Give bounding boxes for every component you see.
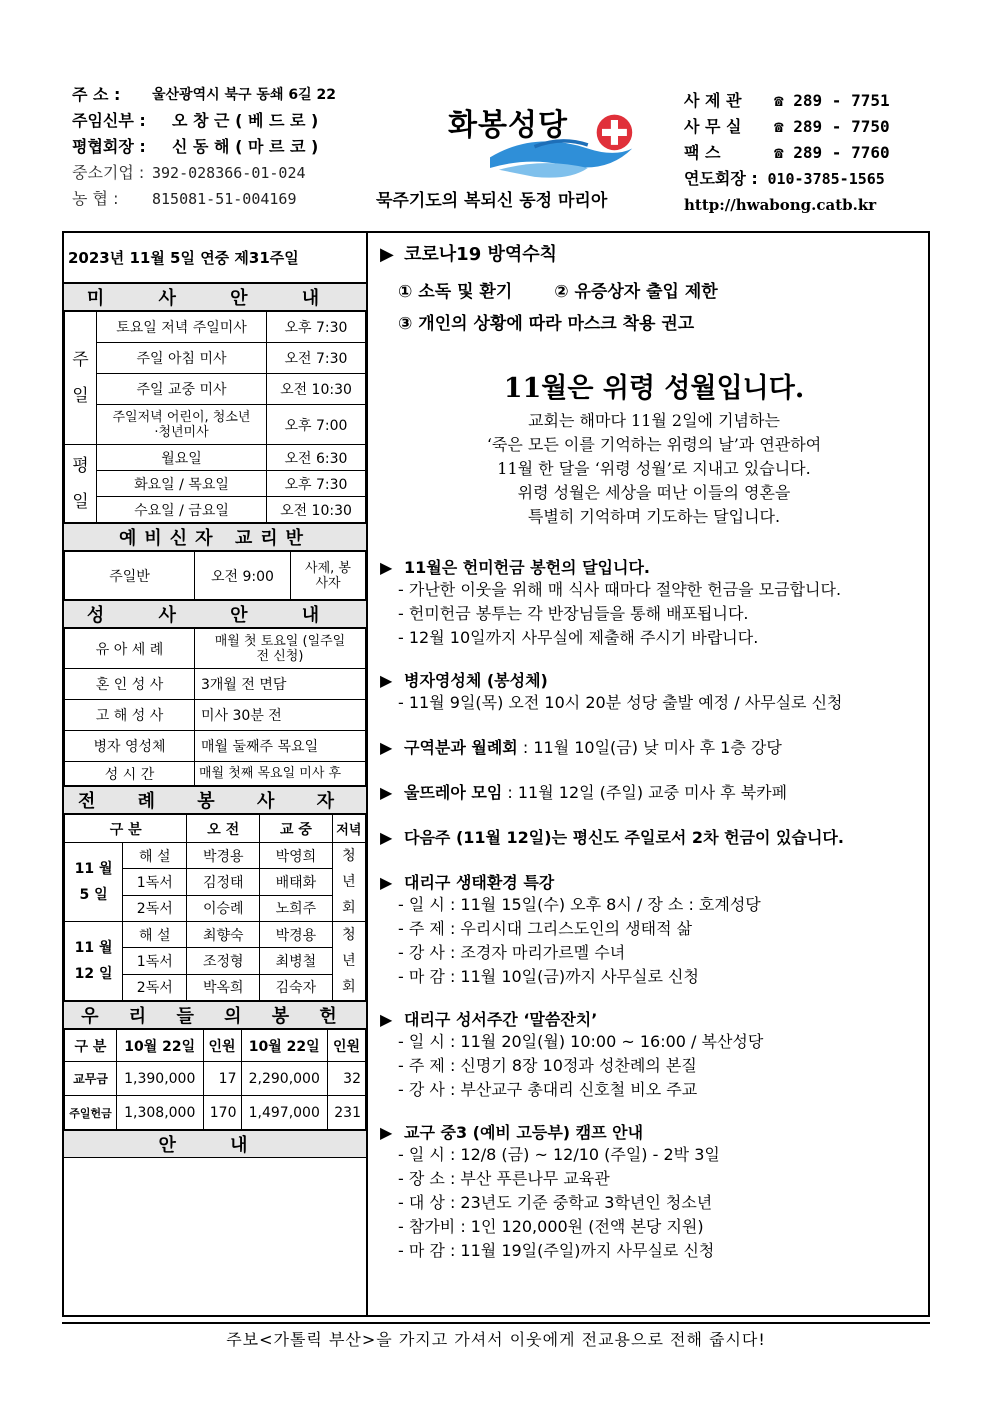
- contact-label: 사 제 관: [684, 91, 742, 110]
- offering-name: 교무금: [65, 1062, 117, 1096]
- notice-title-rest: : 11월 12일 (주일) 교중 미사 후 북카페: [502, 783, 788, 802]
- notice-sub: - 마 감 : 11월 19일(주일)까지 사무실로 신청: [398, 1241, 715, 1260]
- offering-amount: 1,390,000: [117, 1062, 204, 1096]
- offering-col: 10월 22일: [241, 1030, 328, 1062]
- contact-value: ☎ 289 - 7750: [774, 117, 890, 136]
- server-am: 김정태: [187, 869, 260, 895]
- weekday-label: [65, 445, 97, 523]
- week-date: 11 월 5 일: [65, 843, 123, 922]
- mass-time: 오전 10:30: [267, 374, 366, 405]
- week-date: 11 월 12 일: [65, 922, 123, 1001]
- notice-item: [380, 870, 928, 989]
- offering-table: [64, 1029, 366, 1130]
- offering-count: 17: [203, 1062, 241, 1096]
- server-am: 조정형: [187, 948, 260, 974]
- sacrament-name: 병자 영성체: [65, 731, 195, 762]
- council-name: 신 동 해 ( 마 르 코 ): [172, 137, 319, 156]
- notice-item: [380, 1120, 928, 1263]
- offering-count: 231: [328, 1096, 366, 1130]
- notice-title: [380, 1007, 928, 1030]
- sunday-label: [65, 312, 97, 445]
- servers-section-head: 전 례 봉 사 자: [64, 786, 366, 814]
- sacrament-section-head: 성 사 안 내: [64, 600, 366, 628]
- sacrament-info: 매월 첫 토요일 (일주일 전 신청): [195, 629, 366, 669]
- catechumen-table: [64, 551, 366, 600]
- contact-value: ☎ 289 - 7760: [774, 143, 890, 162]
- mass-name: 주일 교중 미사: [97, 374, 267, 405]
- mass-name: 토요일 저녁 주일미사: [97, 312, 267, 343]
- notice-sub: - 마 감 : 11월 10일(금)까지 사무실로 신청: [398, 967, 699, 986]
- sacrament-table: [64, 628, 366, 786]
- server-main: 최병철: [260, 948, 333, 974]
- pastor-label: 주임신부 :: [72, 111, 146, 130]
- contact-value: ☎ 289 - 7751: [774, 91, 890, 110]
- notice-item: [380, 735, 928, 758]
- feature-line: 특별히 기억하며 기도하는 달입니다.: [527, 507, 781, 526]
- triangle-bullet-icon: ▶: [380, 783, 393, 802]
- offering-section-head: 우 리 들 의 봉 헌: [64, 1001, 366, 1029]
- triangle-bullet-icon: ▶: [380, 1123, 393, 1142]
- covid-item: ② 유증상자 출입 제한: [554, 282, 718, 302]
- sacrament-info: 매월 첫째 목요일 미사 후: [195, 762, 366, 786]
- sunday-label-text: 주일: [72, 350, 89, 406]
- covid-item: ① 소독 및 환기: [398, 282, 513, 302]
- class-teacher: 사제, 봉사자: [291, 552, 366, 600]
- sacrament-info: 매월 둘째주 목요일: [195, 731, 366, 762]
- chair-phone: 010-3785-1565: [767, 170, 885, 188]
- server-am: 이승례: [187, 895, 260, 921]
- mass-time: 오전 6:30: [267, 445, 366, 471]
- offering-count: 32: [328, 1062, 366, 1096]
- offering-col: 10월 22일: [117, 1030, 204, 1062]
- chair-label: 연도회장 :: [684, 169, 758, 188]
- sacrament-info: 3개월 전 면담: [195, 669, 366, 700]
- notice-sub: - 장 소 : 부산 푸른나무 교육관: [398, 1169, 610, 1188]
- website-link[interactable]: http://hwabong.catb.kr: [684, 196, 877, 214]
- right-column: [380, 240, 928, 1263]
- sacrament-name: 성 시 간: [65, 762, 195, 786]
- server-role: 2독서: [123, 895, 187, 921]
- server-am: 최향숙: [187, 922, 260, 948]
- notice-sub: - 참가비 : 1인 120,000원 (전액 본당 지원): [398, 1217, 704, 1236]
- offering-col: 구 분: [65, 1030, 117, 1062]
- notice-title: [380, 825, 928, 848]
- footer-rule: [62, 1322, 930, 1324]
- feature-title: 11월은 위령 성월입니다.: [503, 373, 805, 404]
- notice-title-text: 11월은 헌미헌금 봉헌의 달입니다.: [404, 558, 650, 577]
- notice-title-text: 구역분과 월례회: [404, 738, 518, 757]
- contact-label: 팩 스: [684, 143, 721, 162]
- offering-amount: 1,308,000: [117, 1096, 204, 1130]
- column-divider: [366, 231, 368, 1317]
- notice-sub: - 주 제 : 우리시대 그리스도인의 생태적 삶: [398, 919, 693, 938]
- offering-count: 170: [203, 1096, 241, 1130]
- notice-item: [380, 555, 928, 650]
- mass-section-head: 미 사 안 내: [64, 283, 366, 311]
- mass-time: 오후 7:30: [267, 471, 366, 497]
- bank1-label: 중소기업 :: [72, 163, 145, 182]
- server-am: 박경용: [187, 843, 260, 869]
- notice-sub: - 주 제 : 신명기 8장 10정과 성찬례의 본질: [398, 1056, 697, 1075]
- catechumen-section-head: 예비신자 교리반: [64, 523, 366, 551]
- server-role: 해 설: [123, 922, 187, 948]
- notice-sub: - 헌미헌금 봉투는 각 반장님들을 통해 배포됩니다.: [398, 604, 749, 623]
- notice-sub: - 강 사 : 조경자 마리가르멜 수녀: [398, 943, 626, 962]
- header-info: [72, 82, 372, 212]
- notice-sub: - 12월 10일까지 사무실에 제출해 주시기 바랍니다.: [398, 628, 759, 647]
- mass-name: 월요일: [97, 445, 267, 471]
- bank1-account: 392-028366-01-024: [152, 164, 306, 182]
- pastor-name: 오 창 근 ( 베 드 로 ): [172, 111, 319, 130]
- servers-col: 오 전: [187, 815, 260, 843]
- notice-title-text: 교구 중3 (예비 고등부) 캠프 안내: [404, 1123, 644, 1142]
- notice-item: [380, 825, 928, 848]
- feature-line: 11월 한 달을 ‘위령 성월’로 지내고 있습니다.: [497, 459, 811, 478]
- date-line: 2023년 11월 5일 연중 제31주일: [64, 233, 366, 283]
- notice-title: [380, 870, 928, 893]
- notice-sub: - 대 상 : 23년도 기준 중학교 3학년인 청소년: [398, 1193, 713, 1212]
- notice-title-text: 울뜨레아 모임: [404, 783, 503, 802]
- sacrament-info: 미사 30분 전: [195, 700, 366, 731]
- notice-title-text: 대리구 생태환경 특강: [404, 873, 555, 892]
- address: 울산광역시 북구 동쇄 6길 22: [152, 87, 336, 103]
- triangle-bullet-icon: ▶: [380, 738, 393, 757]
- triangle-bullet-icon: ▶: [380, 671, 393, 690]
- server-evening: 청년회: [332, 922, 365, 1001]
- notice-item: [380, 668, 928, 715]
- notice-sub: - 일 시 : 11월 20일(월) 10:00 ~ 16:00 / 복산성당: [398, 1032, 764, 1051]
- notice-title-text: 병자영성체 (봉성체): [404, 671, 548, 690]
- notice-title: [380, 735, 928, 758]
- covid-item: ③ 개인의 상황에 따라 마스크 착용 권고: [398, 314, 695, 334]
- council-label: 평협회장 :: [72, 137, 146, 156]
- triangle-bullet-icon: ▶: [380, 828, 393, 847]
- sacrament-name: 혼 인 성 사: [65, 669, 195, 700]
- notice-title: [380, 1120, 928, 1143]
- servers-table: [64, 814, 366, 1001]
- notice-sub: - 일 시 : 11월 15일(수) 오후 8시 / 장 소 : 호계성당: [398, 895, 761, 914]
- offering-col: 인원: [328, 1030, 366, 1062]
- servers-col: 저녁: [332, 815, 365, 843]
- server-main: 노희주: [260, 895, 333, 921]
- class-time: 오전 9:00: [195, 552, 291, 600]
- server-role: 해 설: [123, 843, 187, 869]
- server-main: 박영희: [260, 843, 333, 869]
- server-main: 박경용: [260, 922, 333, 948]
- triangle-bullet-icon: ▶: [380, 558, 393, 577]
- church-logo-icon: [480, 104, 660, 184]
- triangle-bullet-icon: ▶: [380, 1010, 393, 1029]
- mass-name: 수요일 / 금요일: [97, 497, 267, 523]
- server-am: 박옥희: [187, 974, 260, 1000]
- bank2-account: 815081-51-004169: [152, 190, 297, 208]
- triangle-bullet-icon: ▶: [380, 873, 393, 892]
- mass-time: 오전 10:30: [267, 497, 366, 523]
- left-column: [64, 233, 366, 1158]
- offering-name: 주일헌금: [65, 1096, 117, 1130]
- notice-sub: - 강 사 : 부산교구 총대리 신호철 비오 주교: [398, 1080, 698, 1099]
- server-main: 김숙자: [260, 974, 333, 1000]
- offering-amount: 2,290,000: [241, 1062, 328, 1096]
- feature-block: [380, 366, 928, 529]
- mass-time: 오전 7:30: [267, 343, 366, 374]
- notice-title-text: 대리구 성서주간 ‘말씀잔치’: [404, 1010, 598, 1029]
- covid-title: [380, 240, 928, 266]
- weekday-label-text: 평일: [72, 455, 89, 512]
- class-name: 주일반: [65, 552, 195, 600]
- notice-title: [380, 780, 928, 803]
- mass-time: 오후 7:00: [267, 405, 366, 445]
- server-evening: 청년회: [332, 843, 365, 922]
- church-title: 화봉성당: [448, 108, 568, 143]
- notice-title: [380, 555, 928, 578]
- notice-sub: - 가난한 이웃을 위해 매 식사 때마다 절약한 헌금을 모금합니다.: [398, 580, 842, 599]
- sacrament-name: 유 아 세 례: [65, 629, 195, 669]
- covid-title-text: 코로나19 방역수칙: [404, 244, 558, 265]
- contact-label: 사 무 실: [684, 117, 742, 136]
- notice-sub: - 일 시 : 12/8 (금) ~ 12/10 (주일) - 2박 3일: [398, 1145, 720, 1164]
- triangle-bullet-icon: ▶: [380, 244, 394, 265]
- covid-list: [380, 276, 928, 340]
- servers-col: 구 분: [65, 815, 187, 843]
- mass-table: [64, 311, 366, 523]
- notice-section-head: 안 내: [64, 1130, 366, 1158]
- mass-time: 오후 7:30: [267, 312, 366, 343]
- notice-title-rest: : 11월 10일(금) 낮 미사 후 1층 강당: [517, 738, 782, 757]
- server-main: 배태화: [260, 869, 333, 895]
- address-label: 주 소 :: [72, 85, 121, 104]
- mass-name: 주일 아침 미사: [97, 343, 267, 374]
- feature-line: 위령 성월은 세상을 떠난 이들의 영혼을: [517, 483, 791, 502]
- footer-text: 주보<가톨릭 부산>을 가지고 가셔서 이웃에게 전교용으로 전해 줍시다!: [226, 1330, 766, 1349]
- server-role: 1독서: [123, 869, 187, 895]
- notice-title-text: 다음주 (11월 12일)는 평신도 주일로서 2차 헌금이 있습니다.: [404, 828, 844, 847]
- contact-info: [684, 88, 934, 218]
- feature-line: 교회는 해마다 11월 2일에 기념하는: [528, 411, 780, 430]
- notice-item: [380, 780, 928, 803]
- offering-col: 인원: [203, 1030, 241, 1062]
- bank2-label: 농 협 :: [72, 189, 119, 208]
- offering-amount: 1,497,000: [241, 1096, 328, 1130]
- slogan: 묵주기도의 복되신 동정 마리아: [376, 191, 608, 211]
- notice-title: [380, 668, 928, 691]
- server-role: 2독서: [123, 974, 187, 1000]
- mass-name: 화요일 / 목요일: [97, 471, 267, 497]
- sacrament-name: 고 해 성 사: [65, 700, 195, 731]
- servers-col: 교 중: [260, 815, 333, 843]
- feature-line: ‘죽은 모든 이를 기억하는 위령의 날’과 연관하여: [486, 435, 822, 454]
- server-role: 1독서: [123, 948, 187, 974]
- notice-sub: - 11월 9일(목) 오전 10시 20분 성당 출발 예정 / 사무실로 신청: [398, 693, 843, 712]
- notice-item: [380, 1007, 928, 1102]
- mass-name: 주일저녁 어린이, 청소년·청년미사: [97, 405, 267, 445]
